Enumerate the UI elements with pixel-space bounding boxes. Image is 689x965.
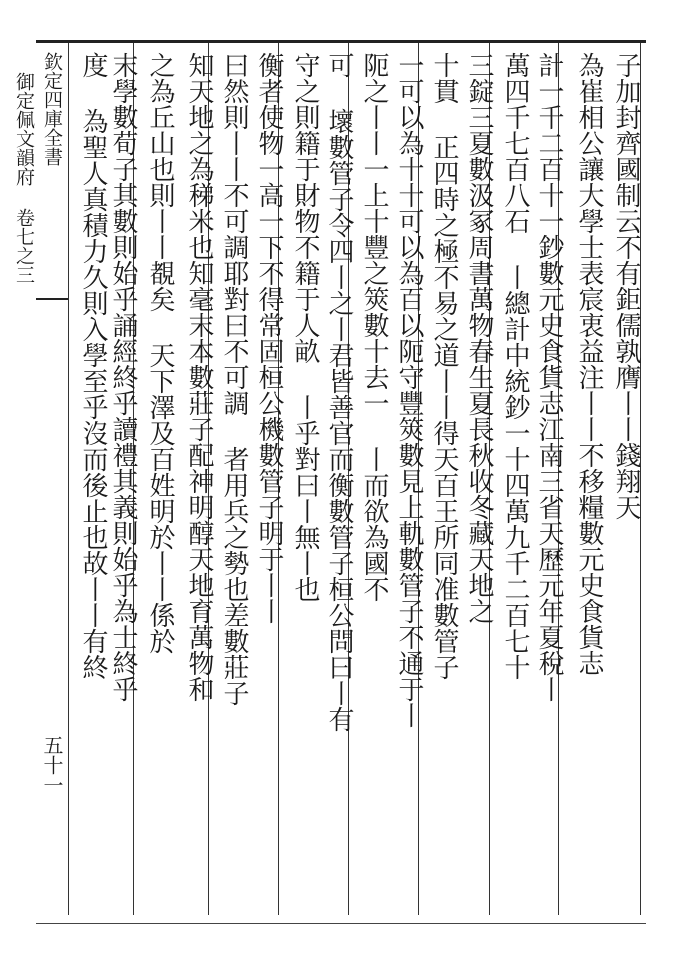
column-rule [68, 43, 69, 915]
text-column-6: 十貫 正四時之極不易之道丨丨得天百王所同准數管子 [429, 52, 459, 680]
text-column-5: 三錠三夏數汲冢周書萬物春生夏長秋收冬藏天地之 [464, 52, 494, 624]
text-column-8: 阨之丨丨一上十豐之筴數十去一 丨而欲為國不 [359, 52, 389, 602]
page-number: 五十一 [40, 735, 64, 795]
text-column-16: 度 為聖人真積力久則入學至乎沒而後止也故丨丨有終 [78, 52, 108, 680]
text-column-15: 末學數荀子其數則始乎誦經終乎讀禮其義則始乎為士終乎 [108, 52, 138, 702]
text-column-10: 守之則籍于財物不籍于人畝 丨乎對曰丨無丨也 [290, 52, 320, 602]
text-column-13: 知天地之為稊米也知毫末本數莊子配神明醇天地育萬物和 [184, 52, 214, 702]
text-column-9: 可 壞數管子令四丨之丨君皆善官而衡數管子桓公問曰丨有 [324, 52, 354, 732]
text-column-7: 一可以為十十可以為百以阨守豐筴數見上軌數管子不通于丨 [394, 52, 424, 728]
text-column-1: 子加封齊國制云不有鉅儒孰膺丨丨錢翔天 [611, 52, 641, 520]
text-column-2: 為崔相公讓大學士表宸衷益注丨丨不移糧數元史食貨志 [574, 52, 604, 676]
margin-divider [36, 298, 68, 300]
text-column-11: 衡者使物一高一下不得常固桓公機數管子明于丨丨 [254, 52, 284, 624]
volume-title: 御定佩文韻府 卷七之三 [13, 72, 35, 284]
book-title: 欽定四庫全書 [41, 52, 63, 166]
text-column-12: 曰然則丨丨不可調耶對曰不可調 者用兵之勢也差數莊子 [219, 52, 249, 706]
text-column-14: 之為丘山也則丨丨覩矣 天下澤及百姓明於丨丨係於 [145, 52, 175, 654]
text-column-3: 計一千二百十一鈔數元史食貨志江南三省天歷元年夏稅丨 [534, 52, 564, 702]
text-column-4: 萬四千七百八石 丨總計中統鈔一十四萬九千二百七十 [500, 52, 530, 680]
